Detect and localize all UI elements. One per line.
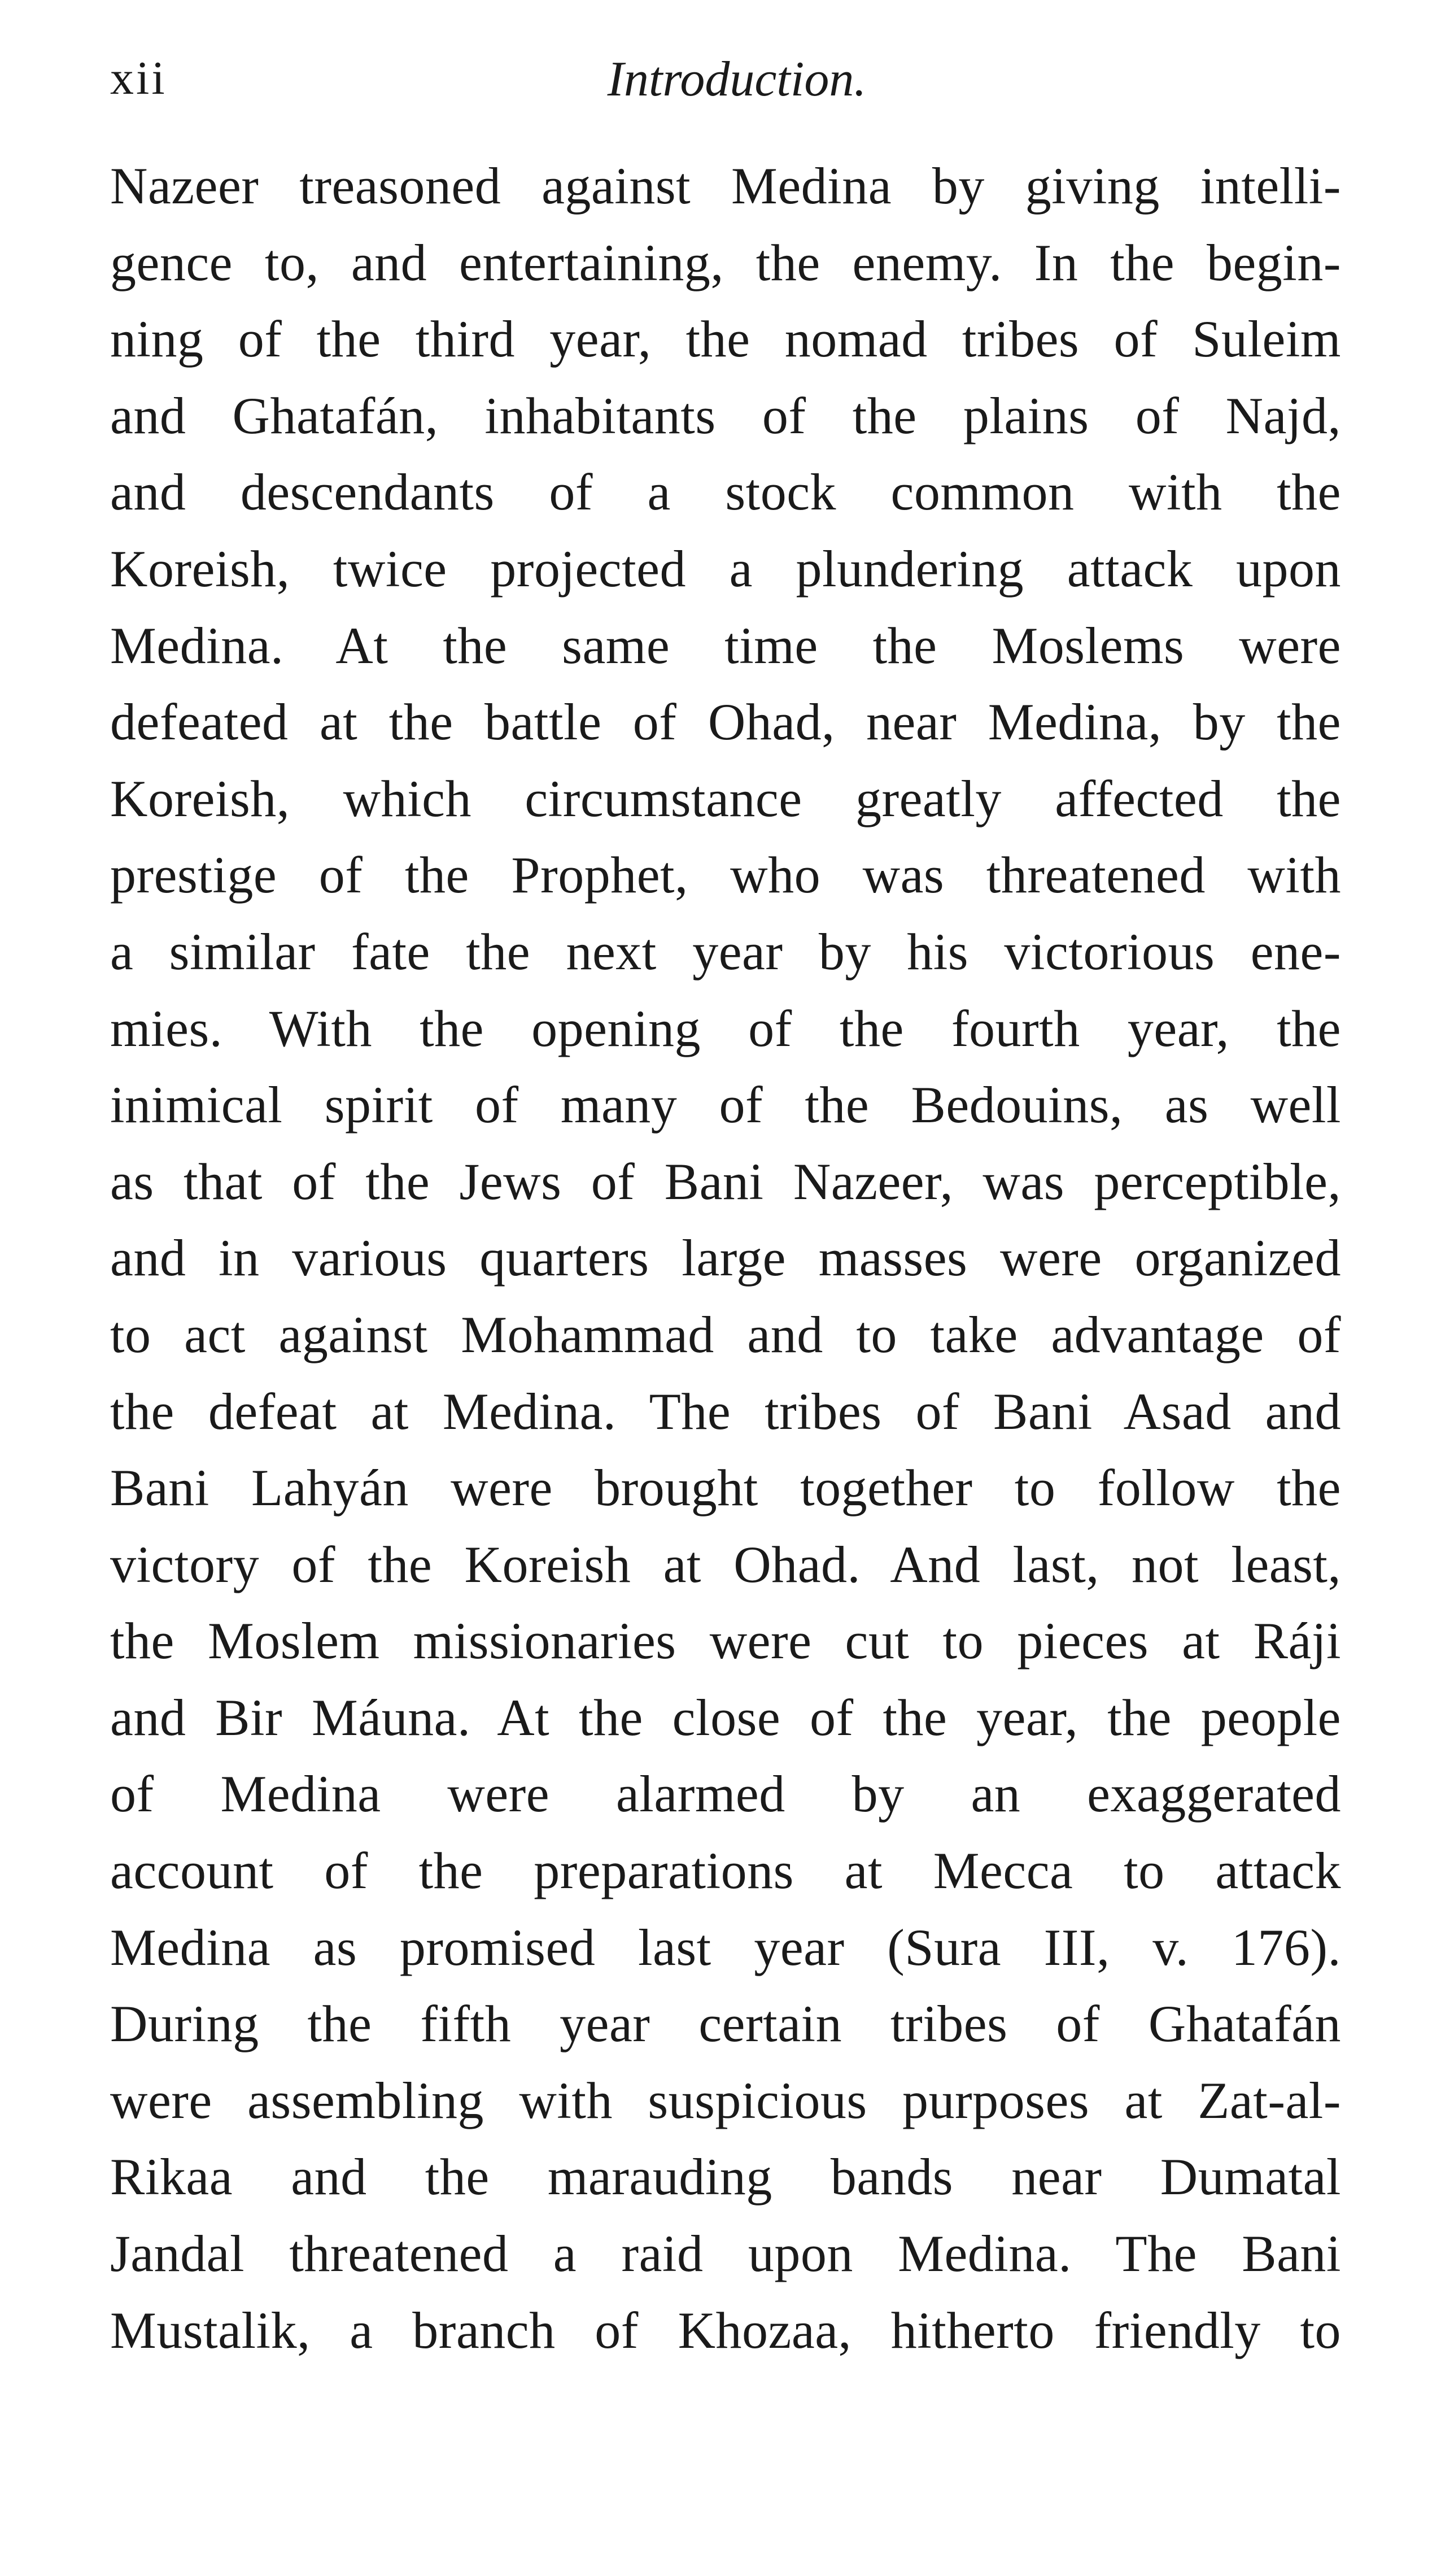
text-line: and Bir Máuna. At the close of the year, the people (110, 1688, 1341, 1746)
text-line: Mustalik, a branch of Khozaa, hitherto friendly to (110, 2301, 1341, 2359)
text-line: Koreish, which circumstance greatly affected the (110, 769, 1341, 827)
body-text (110, 148, 1341, 2369)
text-line: to act against Mohammad and to take advantage of (110, 1305, 1341, 1363)
running-title: Introduction. (607, 52, 867, 107)
text-line: and descendants of a stock common with the (110, 463, 1341, 521)
text-line: ning of the third year, the nomad tribes of Suleim (110, 310, 1341, 368)
running-head (110, 45, 1341, 124)
text-line: account of the preparations at Mecca to attack (110, 1842, 1341, 1900)
text-line: and Ghatafán, inhabitants of the plains of Najd, (110, 386, 1341, 444)
text-line: and in various quarters large masses were organized (110, 1229, 1341, 1287)
text-line: mies. With the opening of the fourth year, the (110, 999, 1341, 1057)
text-line: Jandal threatened a raid upon Medina. The Bani (110, 2225, 1341, 2283)
text-line: During the fifth year certain tribes of Ghatafán (110, 1995, 1341, 2053)
text-line: Nazeer treasoned against Medina by giving intelli- (110, 157, 1341, 215)
text-line: as that of the Jews of Bani Nazeer, was perceptible, (110, 1152, 1341, 1210)
page-number: xii (110, 52, 167, 104)
text-line: inimical spirit of many of the Bedouins, as well (110, 1076, 1341, 1134)
text-line: Koreish, twice projected a plundering attack upon (110, 539, 1341, 598)
text-line: of Medina were alarmed by an exaggerated (110, 1765, 1341, 1823)
text-line: Rikaa and the marauding bands near Dumatal (110, 2148, 1341, 2206)
text-line: Medina. At the same time the Moslems were (110, 616, 1341, 674)
text-line: defeated at the battle of Ohad, near Medina, by the (110, 693, 1341, 751)
text-line: gence to, and entertaining, the enemy. In the begin- (110, 233, 1341, 291)
text-line: Bani Lahyán were brought together to follow the (110, 1459, 1341, 1517)
text-line: the Moslem missionaries were cut to pieces at Ráji (110, 1612, 1341, 1670)
text-line: were assembling with suspicious purposes at Zat-al- (110, 2071, 1341, 2129)
text-line: victory of the Koreish at Ohad. And last, not least, (110, 1535, 1341, 1593)
text-line: Medina as promised last year (Sura III, v. 176). (110, 1918, 1341, 1976)
text-line: the defeat at Medina. The tribes of Bani Asad and (110, 1382, 1341, 1440)
text-line: prestige of the Prophet, who was threatened with (110, 846, 1341, 904)
text-line: a similar fate the next year by his victorious ene- (110, 922, 1341, 980)
